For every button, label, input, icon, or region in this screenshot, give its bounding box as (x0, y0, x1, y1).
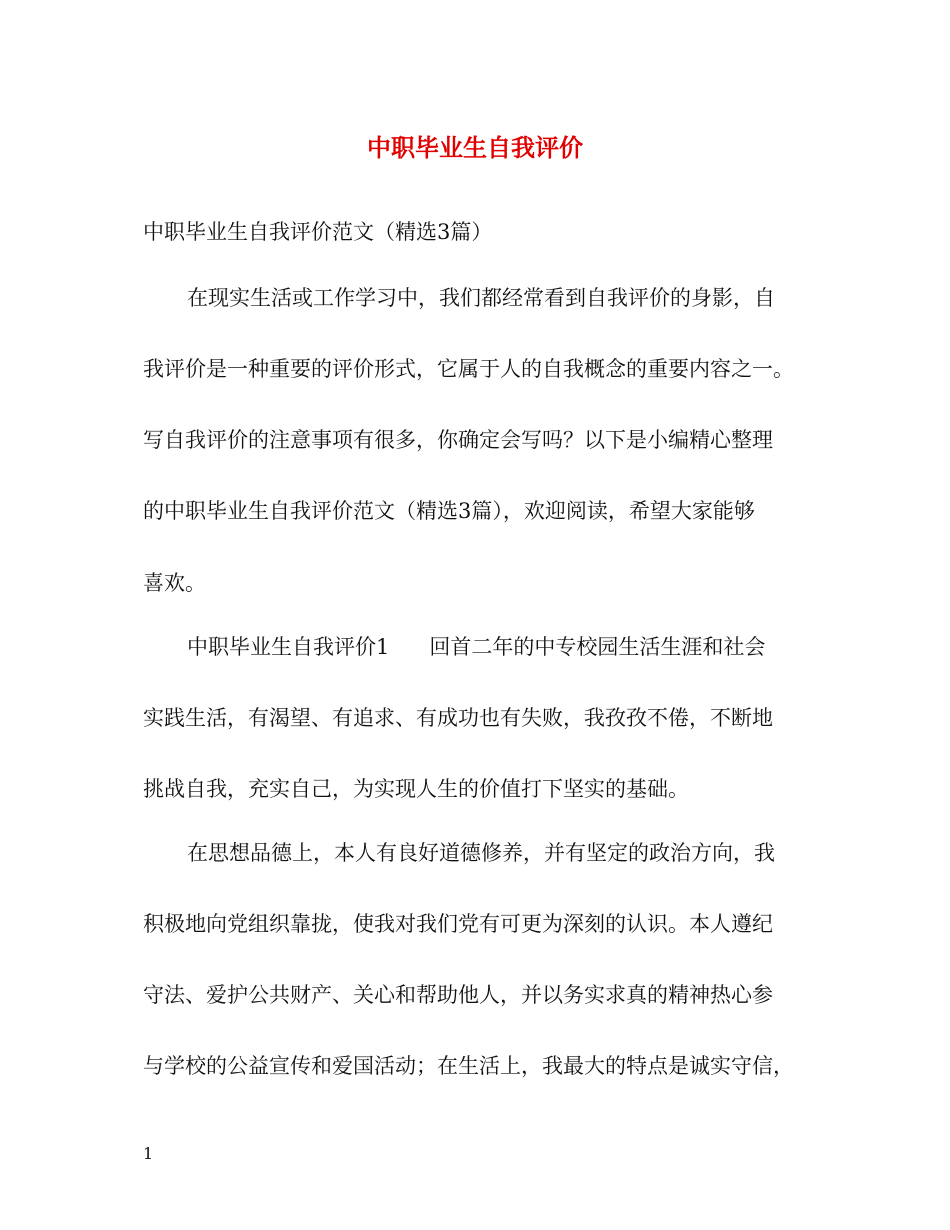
paragraph-line: 实践生活，有渴望、有追求、有成功也有失败，我孜孜不倦，不断地 (143, 706, 773, 730)
paragraph-line: 守法、爱护公共财产、关心和帮助他人，并以务实求真的精神热心参 (143, 983, 773, 1007)
paragraph-line: 挑战自我，充实自己，为实现人生的价值打下坚实的基础。 (143, 777, 689, 801)
document-title: 中职毕业生自我评价 (367, 133, 583, 162)
paragraph-line: 的中职毕业生自我评价范文（精选3篇），欢迎阅读，希望大家能够 (143, 499, 755, 523)
paragraph-line: 在思想品德上，本人有良好道德修养，并有坚定的政治方向，我 (187, 841, 775, 865)
section-heading: 中职毕业生自我评价1 (187, 635, 390, 659)
document-subtitle: 中职毕业生自我评价范文（精选3篇） (143, 220, 493, 244)
paragraph-line: 我评价是一种重要的评价形式，它属于人的自我概念的重要内容之一。 (143, 357, 794, 381)
paragraph-line: 积极地向党组织靠拢，使我对我们党有可更为深刻的认识。本人遵纪 (143, 912, 773, 936)
paragraph-line: 在现实生活或工作学习中，我们都经常看到自我评价的身影，自 (187, 286, 775, 310)
paragraph-line: 写自我评价的注意事项有很多，你确定会写吗？以下是小编精心整理 (143, 428, 773, 452)
paragraph-line: 与学校的公益宣传和爱国活动；在生活上，我最大的特点是诚实守信， (143, 1054, 794, 1078)
section-first-line (187, 632, 765, 662)
page-number: 1 (143, 1144, 154, 1163)
paragraph-line: 喜欢。 (143, 571, 206, 595)
paragraph-line: 回首二年的中专校园生活生涯和社会 (429, 635, 766, 659)
